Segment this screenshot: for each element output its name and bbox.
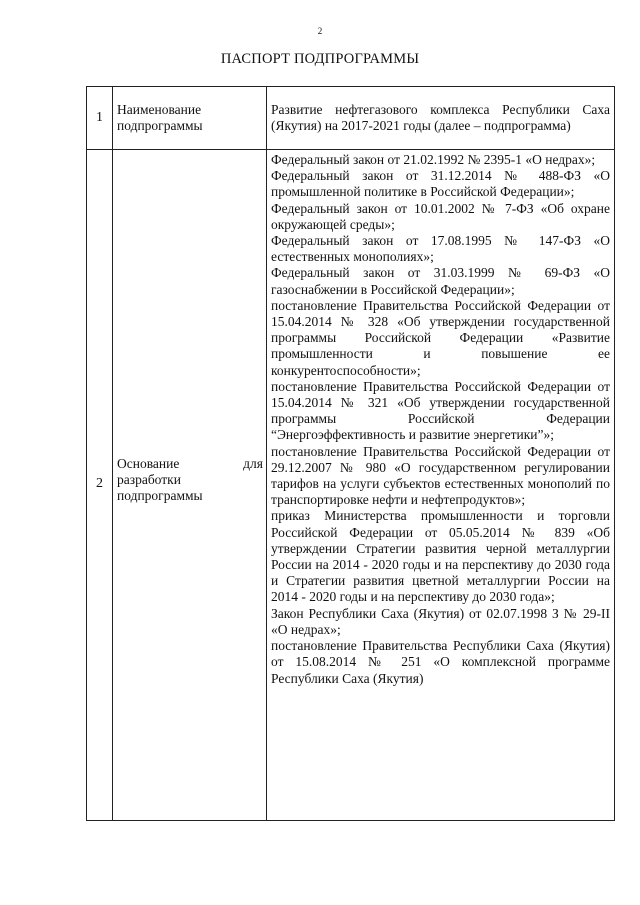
basis-item: Федеральный закон от 21.02.1992 № 2395-1 «О недрах»;	[271, 152, 596, 167]
basis-item: постановление Правительства Российской Федерации от 15.04.2014 № 328 «Об утверждении государственной программы Российской Федерации «Развитие промышленности и повышение ее конкурентоспособности»;	[271, 297, 610, 378]
subprogram-name-text: Развитие нефтегазового комплекса Республики Саха (Якутия) на 2017-2021 годы (далее – подпрограмма)	[271, 101, 610, 133]
basis-item: Закон Республики Саха (Якутия) от 02.07.1998 З № 29-II «О недрах»;	[271, 605, 610, 637]
basis-item: постановление Правительства Российской Федерации от 29.12.2007 № 980 «О государственном регулировании тарифов на услуги субъектов естественных монополий по транспортировке нефти и нефтепродуктов»;	[271, 443, 610, 508]
basis-item: приказ Министерства промышленности и торговли Российской Федерации от 05.05.2014 № 839 «Об утверждении Стратегии развития черной металлургии России на 2014 - 2020 годы и на перспективу до 2030 года и Стратегии развития цветной металлургии России на 2014 - 2020 годы и на перспективу до 2030 года»;	[271, 508, 610, 605]
row-value	[267, 87, 615, 150]
row-number: 1	[87, 87, 113, 150]
basis-item: Федеральный закон от 17.08.1995 № 147-ФЗ «О естественных монополиях»;	[271, 233, 610, 265]
row-label	[113, 150, 267, 821]
basis-list	[267, 150, 614, 689]
basis-item: постановление Правительства Республики Саха (Якутия) от 15.08.2014 № 251 «О комплексной программе Республики Саха (Якутия)	[271, 638, 610, 686]
row-label	[113, 87, 267, 150]
row-label-text: Основание для разработки подпрограммы	[117, 456, 263, 504]
table-row	[87, 150, 615, 821]
passport-table	[86, 86, 615, 821]
table-row	[87, 87, 615, 150]
basis-item: Федеральный закон от 31.12.2014 № 488-ФЗ «О промышленной политике в Российской Федерации»;	[271, 168, 610, 200]
page-number: 2	[317, 26, 323, 36]
row-label-text: Наименование подпрограммы	[117, 101, 203, 133]
row-value	[267, 150, 615, 821]
basis-item: Федеральный закон от 31.03.1999 № 69-ФЗ «О газоснабжении в Российской Федерации»;	[271, 265, 610, 297]
page-title: ПАСПОРТ ПОДПРОГРАММЫ	[220, 51, 420, 67]
basis-item: Федеральный закон от 10.01.2002 № 7-ФЗ «Об охране окружающей среды»;	[271, 200, 610, 232]
row-number-text: 2	[96, 476, 103, 491]
basis-item: постановление Правительства Российской Федерации от 15.04.2014 № 321 «Об утверждении государственной программы Российской Федерации “Энергоэффективность и развитие энергетики”»;	[271, 378, 610, 443]
row-number	[87, 150, 113, 821]
